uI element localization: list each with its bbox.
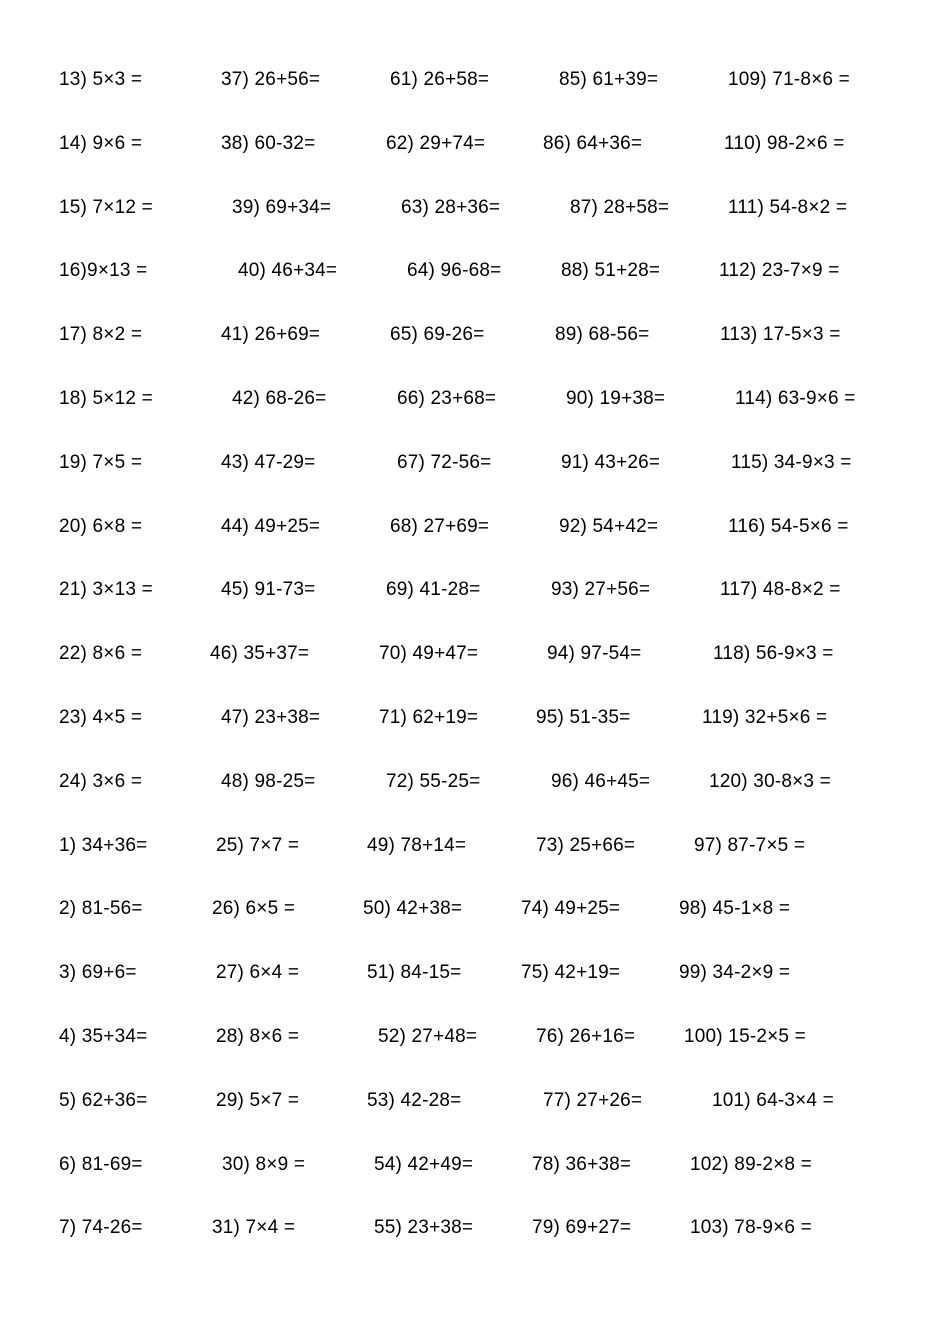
math-problem: 21) 3×13 = (59, 579, 153, 601)
math-problem: 29) 5×7 = (216, 1089, 300, 1111)
math-problem: 52) 27+48= (378, 1026, 478, 1047)
math-problem: 75) 42+19= (521, 962, 621, 984)
problem-row (0, 129, 950, 159)
math-problem: 17) 8×2 = (59, 324, 143, 346)
math-problem: 70) 49+47= (379, 643, 479, 665)
math-problem: 76) 26+16= (536, 1026, 636, 1047)
math-problem: 23) 4×5 = (59, 707, 143, 728)
problem-row (0, 512, 950, 542)
math-problem: 95) 51-35= (536, 707, 631, 728)
math-problem: 18) 5×12 = (59, 388, 153, 409)
math-problem: 6) 81-69= (59, 1153, 143, 1175)
math-problem: 26) 6×5 = (212, 898, 296, 920)
math-problem: 119) 32+5×6 = (702, 707, 828, 728)
math-problem: 71) 62+19= (379, 707, 479, 728)
math-problem: 5) 62+36= (59, 1089, 148, 1111)
math-problem: 43) 47-29= (221, 451, 316, 473)
math-problem: 91) 43+26= (561, 451, 661, 473)
math-problem: 102) 89-2×8 = (690, 1153, 812, 1175)
math-problem: 90) 19+38= (566, 388, 666, 409)
math-problem: 30) 8×9 = (222, 1153, 306, 1175)
math-problem: 48) 98-25= (221, 770, 316, 792)
problem-row (0, 1022, 950, 1052)
math-problem: 38) 60-32= (221, 132, 316, 154)
math-problem: 55) 23+38= (374, 1217, 474, 1239)
problem-row (0, 193, 950, 223)
math-problem: 68) 27+69= (390, 515, 490, 537)
math-problem: 93) 27+56= (551, 579, 651, 601)
math-problem: 67) 72-56= (397, 451, 492, 473)
math-problem: 13) 5×3 = (59, 69, 143, 90)
math-problem: 74) 49+25= (521, 898, 621, 920)
math-problem: 99) 34-2×9 = (679, 962, 791, 984)
math-problem: 89) 68-56= (555, 324, 650, 346)
math-problem: 24) 3×6 = (59, 770, 143, 792)
math-problem: 73) 25+66= (536, 834, 636, 856)
math-problem: 110) 98-2×6 = (724, 132, 845, 154)
math-problem: 20) 6×8 = (59, 515, 143, 537)
math-problem: 14) 9×6 = (59, 132, 143, 154)
math-problem: 37) 26+56= (221, 69, 321, 90)
math-problem: 65) 69-26= (390, 324, 485, 346)
math-problem: 45) 91-73= (221, 579, 316, 601)
problem-row (0, 894, 950, 924)
math-problem: 1) 34+36= (59, 834, 148, 856)
math-problem: 47) 23+38= (221, 707, 321, 728)
math-problem: 113) 17-5×3 = (720, 324, 841, 346)
math-problem: 39) 69+34= (232, 196, 332, 218)
math-problem: 87) 28+58= (570, 196, 670, 218)
math-problem: 103) 78-9×6 = (690, 1217, 812, 1239)
math-problem: 86) 64+36= (543, 132, 643, 154)
math-problem: 44) 49+25= (221, 515, 321, 537)
math-problem: 7) 74-26= (59, 1217, 143, 1239)
math-problem: 109) 71-8×6 = (728, 69, 850, 90)
problem-row (0, 639, 950, 669)
math-problem: 31) 7×4 = (212, 1217, 296, 1239)
math-problem: 85) 61+39= (559, 69, 659, 90)
math-problem: 66) 23+68= (397, 388, 497, 409)
problem-row (0, 448, 950, 478)
math-problem: 28) 8×6 = (216, 1026, 300, 1047)
problem-row (0, 767, 950, 797)
math-problem: 51) 84-15= (367, 962, 462, 984)
math-problem: 96) 46+45= (551, 770, 651, 792)
math-problem: 69) 41-28= (386, 579, 481, 601)
math-problem: 114) 63-9×6 = (735, 388, 856, 409)
math-problem: 64) 96-68= (407, 260, 502, 282)
math-problem: 120) 30-8×3 = (709, 770, 831, 792)
problem-row (0, 384, 950, 414)
problem-row (0, 1086, 950, 1116)
math-problem: 46) 35+37= (210, 643, 310, 665)
math-problem: 100) 15-2×5 = (684, 1026, 806, 1047)
math-problem: 118) 56-9×3 = (713, 643, 834, 665)
math-problem: 61) 26+58= (390, 69, 490, 90)
math-problem: 101) 64-3×4 = (712, 1089, 834, 1111)
math-problem: 50) 42+38= (363, 898, 463, 920)
problem-row (0, 958, 950, 988)
problem-row (0, 65, 950, 95)
math-problem: 25) 7×7 = (216, 834, 300, 856)
math-problem: 115) 34-9×3 = (731, 451, 852, 473)
math-problem: 116) 54-5×6 = (728, 515, 849, 537)
problem-row (0, 1213, 950, 1243)
math-problem: 53) 42-28= (367, 1089, 462, 1111)
math-problem: 42) 68-26= (232, 388, 327, 409)
math-problem: 117) 48-8×2 = (720, 579, 841, 601)
math-problem: 40) 46+34= (238, 260, 338, 282)
problem-row (0, 1150, 950, 1180)
math-problem: 98) 45-1×8 = (679, 898, 791, 920)
math-problem: 94) 97-54= (547, 643, 642, 665)
math-problem: 15) 7×12 = (59, 196, 153, 218)
math-problem: 2) 81-56= (59, 898, 143, 920)
math-problem: 112) 23-7×9 = (719, 260, 840, 282)
math-problem: 22) 8×6 = (59, 643, 143, 665)
math-problem: 72) 55-25= (386, 770, 481, 792)
math-problem: 79) 69+27= (532, 1217, 632, 1239)
problem-row (0, 831, 950, 861)
math-problem: 97) 87-7×5 = (694, 834, 806, 856)
math-problem: 41) 26+69= (221, 324, 321, 346)
problem-row (0, 320, 950, 350)
math-problem: 16)9×13 = (59, 260, 148, 282)
math-problem: 3) 69+6= (59, 962, 137, 984)
math-problem: 27) 6×4 = (216, 962, 300, 984)
math-problem: 19) 7×5 = (59, 451, 143, 473)
math-problem: 62) 29+74= (386, 132, 486, 154)
problem-row (0, 575, 950, 605)
math-problem: 88) 51+28= (561, 260, 661, 282)
math-problem: 78) 36+38= (532, 1153, 632, 1175)
math-problem: 111) 54-8×2 = (728, 196, 848, 218)
math-problem: 54) 42+49= (374, 1153, 474, 1175)
math-problem: 92) 54+42= (559, 515, 659, 537)
math-problem: 77) 27+26= (543, 1089, 643, 1111)
math-problem: 63) 28+36= (401, 196, 501, 218)
math-problem: 49) 78+14= (367, 834, 467, 856)
problem-row (0, 256, 950, 286)
problem-row (0, 703, 950, 733)
math-problem: 4) 35+34= (59, 1026, 148, 1047)
